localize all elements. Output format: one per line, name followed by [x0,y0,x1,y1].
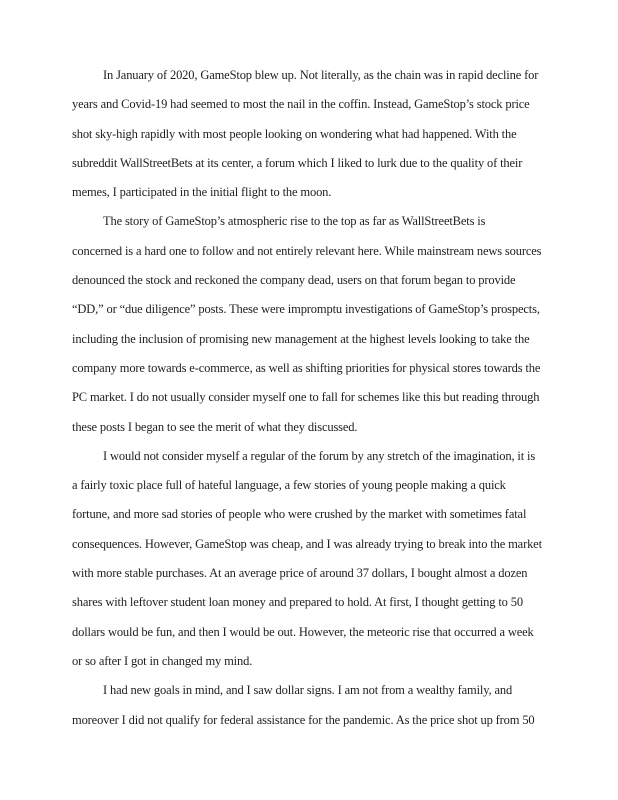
paragraph-4 [72,676,554,735]
text-line: years and Covid-19 had seemed to most the nail in the coffin. Instead, GameStop’s stock price [72,97,530,112]
paragraph-2 [72,207,554,441]
text-line: these posts I began to see the merit of what they discussed. [72,419,358,434]
text-line: memes, I participated in the initial flight to the moon. [72,185,332,200]
text-line: consequences. However, GameStop was cheap, and I was already trying to break into the market [72,536,542,551]
text-line: shot sky-high rapidly with most people looking on wondering what had happened. With the [72,126,517,141]
paragraph-3 [72,442,554,676]
text-line: I had new goals in mind, and I saw dollar signs. I am not from a wealthy family, and [103,683,513,698]
text-line: a fairly toxic place full of hateful language, a few stories of young people making a quick [72,478,506,493]
text-line: The story of GameStop’s atmospheric rise to the top as far as WallStreetBets is [103,214,486,229]
text-line: shares with leftover student loan money and prepared to hold. At first, I thought getting to 50 [72,595,523,610]
text-line: concerned is a hard one to follow and not entirely relevant here. While mainstream news sources [72,243,542,258]
text-line: including the inclusion of promising new management at the highest levels looking to take the [72,331,530,346]
text-line: “DD,” or “due diligence” posts. These were impromptu investigations of GameStop’s prospects, [72,302,540,317]
text-line: company more towards e-commerce, as well as shifting priorities for physical stores towards the [72,360,541,375]
text-line: I would not consider myself a regular of the forum by any stretch of the imagination, it is [103,448,536,463]
text-line: with more stable purchases. At an average price of around 37 dollars, I bought almost a dozen [72,566,528,581]
text-line: fortune, and more sad stories of people who were crushed by the market with sometimes fatal [72,507,527,522]
text-line: subreddit WallStreetBets at its center, a forum which I liked to lurk due to the quality of their [72,155,523,170]
text-line: denounced the stock and reckoned the company dead, users on that forum began to provide [72,273,516,288]
text-line: dollars would be fun, and then I would be out. However, the meteoric rise that occurred a week [72,624,534,639]
text-line: moreover I did not qualify for federal assistance for the pandemic. As the price shot up from 50 [72,712,535,727]
paragraph-1 [72,61,554,207]
text-line: In January of 2020, GameStop blew up. Not literally, as the chain was in rapid decline for [103,68,539,82]
essay-body [72,61,554,735]
text-line: PC market. I do not usually consider myself one to fall for schemes like this but reading through [72,390,540,405]
text-line: or so after I got in changed my mind. [72,653,253,668]
